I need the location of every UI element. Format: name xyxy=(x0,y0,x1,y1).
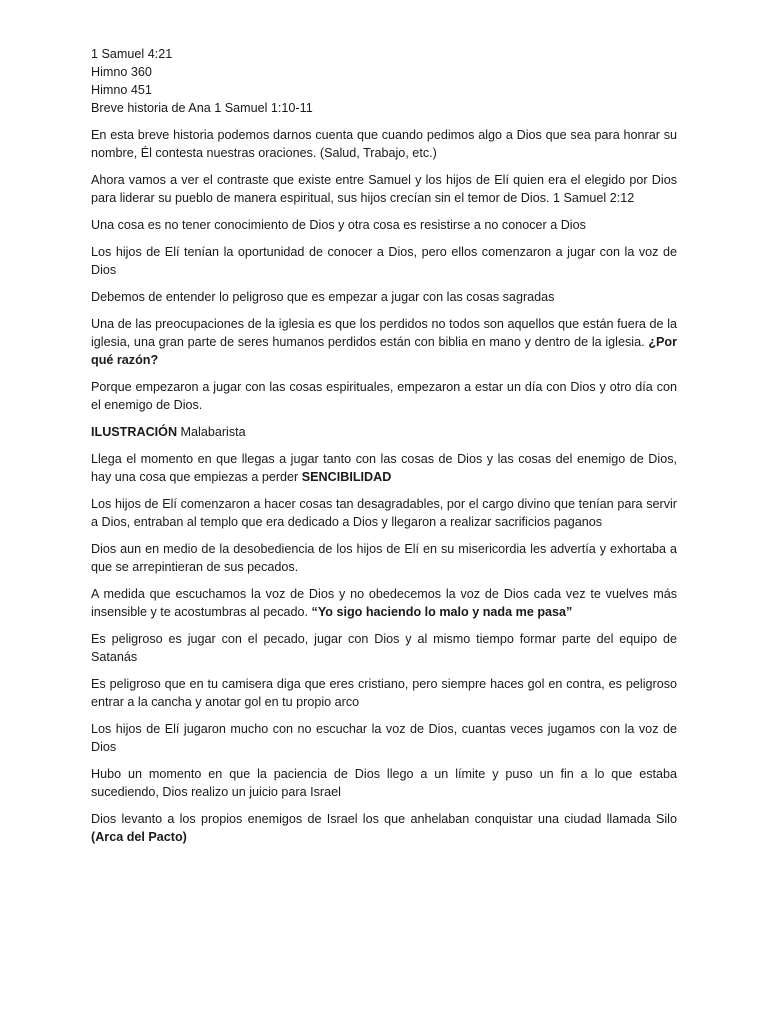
paragraph-1: En esta breve historia podemos darnos cuenta que cuando pedimos algo a Dios que sea para honrar su nombre, Él contesta nuestras oraciones. (Salud, Trabajo, etc.) xyxy=(91,128,677,160)
header-line-4: Breve historia de Ana 1 Samuel 1:10-11 xyxy=(91,101,313,115)
paragraph-12 xyxy=(91,585,677,621)
document-header xyxy=(91,45,677,117)
paragraph-5: Debemos de entender lo peligroso que es empezar a jugar con las cosas sagradas xyxy=(91,290,555,304)
paragraph-16: Hubo un momento en que la paciencia de Dios llego a un límite y puso un fin a lo que estaba sucediendo, Dios realizo un juicio para Israel xyxy=(91,767,677,799)
paragraph-15: Los hijos de Elí jugaron mucho con no escuchar la voz de Dios, cuantas veces jugamos con la voz de Dios xyxy=(91,722,677,754)
paragraph-6-emphasis: ¿Por qué razón? xyxy=(91,335,677,367)
paragraph-3: Una cosa es no tener conocimiento de Dios y otra cosa es resistirse a no conocer a Dios xyxy=(91,218,586,232)
header-line-2: Himno 360 xyxy=(91,65,152,79)
paragraph-12-text: A medida que escuchamos la voz de Dios y no obedecemos la voz de Dios cada vez te vuelves más insensible y te acostumbras al pecado. xyxy=(91,587,677,619)
paragraph-17 xyxy=(91,810,677,846)
paragraph-9-text: Llega el momento en que llegas a jugar tanto con las cosas de Dios y las cosas del enemigo de Dios, hay una cosa que empiezas a perder xyxy=(91,452,677,484)
paragraph-14: Es peligroso que en tu camisera diga que eres cristiano, pero siempre haces gol en contra, es peligroso entrar a la cancha y anotar gol en tu propio arco xyxy=(91,677,677,709)
paragraph-10: Los hijos de Elí comenzaron a hacer cosas tan desagradables, por el cargo divino que tenían para servir a Dios, entraban al templo que era dedicado a Dios y llegaron a realizar sacrificios paganos xyxy=(91,497,677,529)
paragraph-8 xyxy=(91,423,677,441)
paragraph-13: Es peligroso es jugar con el pecado, jugar con Dios y al mismo tiempo formar parte del equipo de Satanás xyxy=(91,632,677,664)
header-line-3: Himno 451 xyxy=(91,83,152,97)
paragraph-17-emphasis: (Arca del Pacto) xyxy=(91,830,187,844)
header-line-1: 1 Samuel 4:21 xyxy=(91,47,173,61)
paragraph-9-emphasis: SENCIBILIDAD xyxy=(301,470,392,484)
paragraph-4: Los hijos de Elí tenían la oportunidad de conocer a Dios, pero ellos comenzaron a jugar con la voz de Dios xyxy=(91,245,677,277)
paragraph-12-quote: “Yo sigo haciendo lo malo y nada me pasa” xyxy=(311,605,573,619)
paragraph-6 xyxy=(91,315,677,369)
paragraph-17-text: Dios levanto a los propios enemigos de Israel los que anhelaban conquistar una ciudad llamada Silo xyxy=(91,812,677,826)
illustration-text: Malabarista xyxy=(177,425,246,439)
paragraph-9 xyxy=(91,450,677,486)
paragraph-11: Dios aun en medio de la desobediencia de los hijos de Elí en su misericordia les advertía y exhortaba a que se arrepintieran de sus pecados. xyxy=(91,542,677,574)
illustration-heading: ILUSTRACIÓN xyxy=(91,425,178,439)
paragraph-7: Porque empezaron a jugar con las cosas espirituales, empezaron a estar un día con Dios y otro día con el enemigo de Dios. xyxy=(91,380,677,412)
paragraph-2: Ahora vamos a ver el contraste que existe entre Samuel y los hijos de Elí quien era el elegido por Dios para liderar su pueblo de manera espiritual, sus hijos crecían sin el temor de Dios. 1 Samuel 2:12 xyxy=(91,173,677,205)
paragraph-6-text: Una de las preocupaciones de la iglesia es que los perdidos no todos son aquellos que están fuera de la iglesia, una gran parte de seres humanos perdidos están con biblia en mano y dentro de la iglesia. xyxy=(91,317,677,349)
